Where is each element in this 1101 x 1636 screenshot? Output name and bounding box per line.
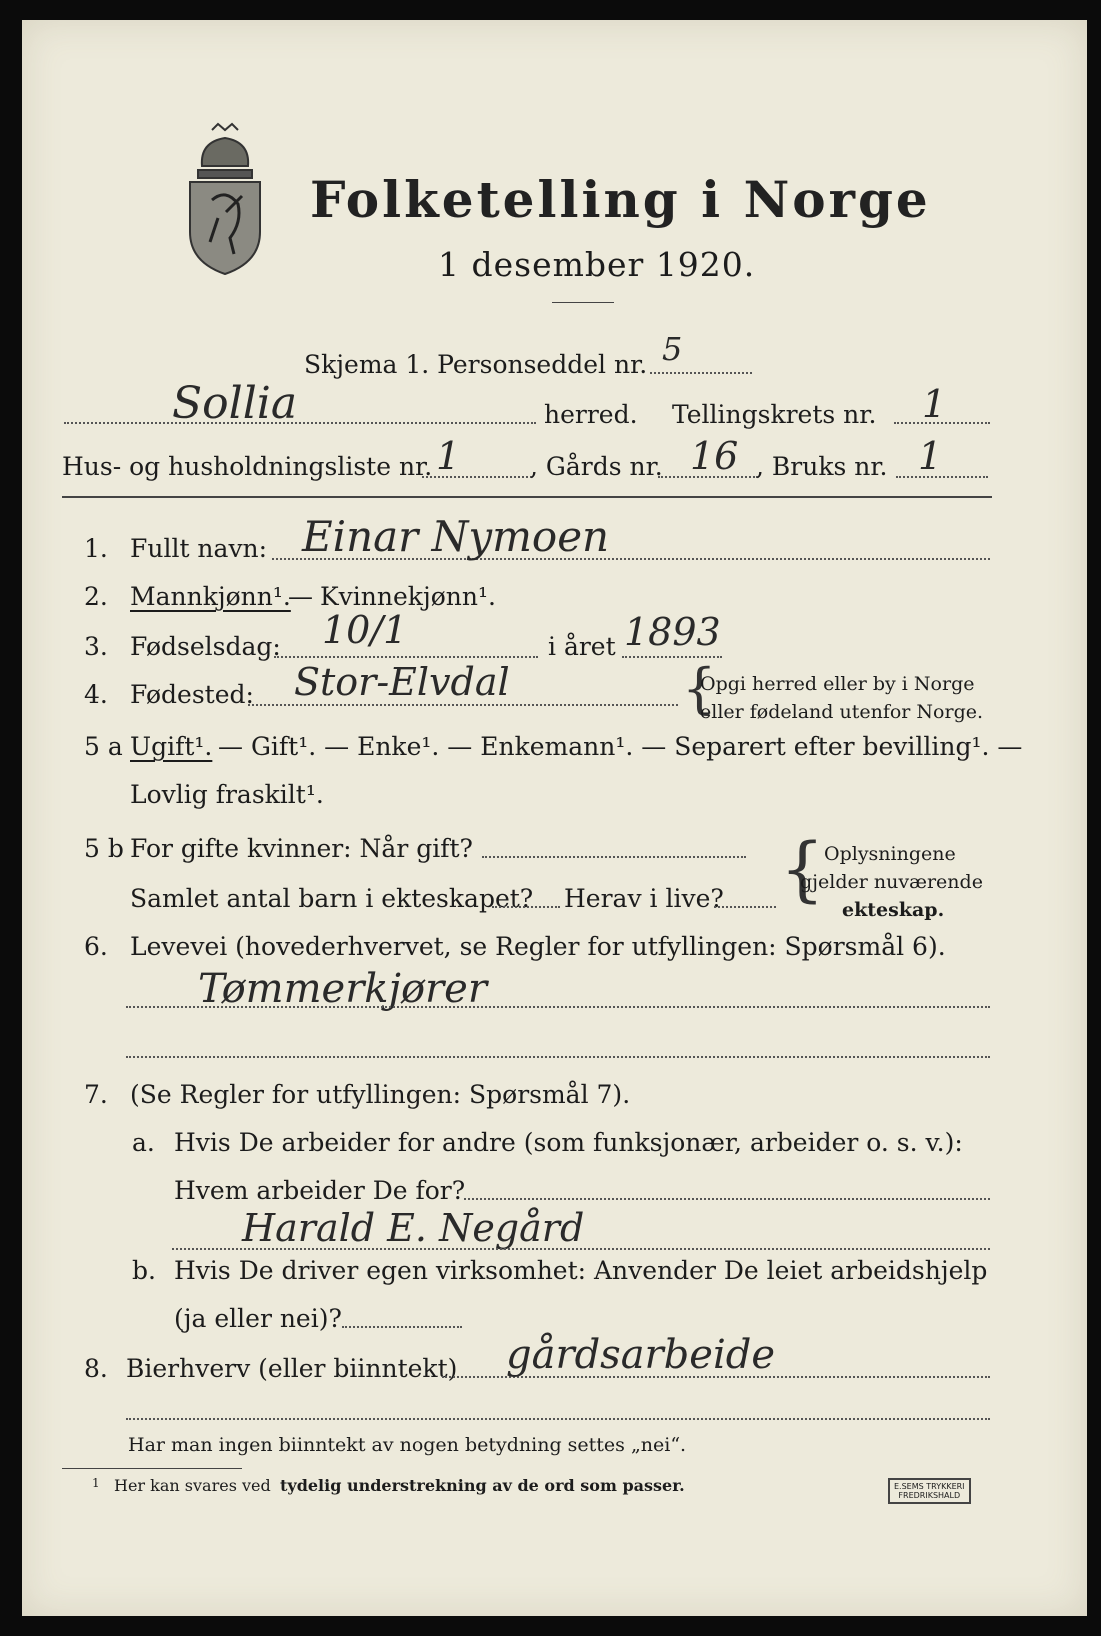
- tellingskrets-label: Tellingskrets nr.: [672, 400, 877, 429]
- q5b-number: 5 b: [84, 834, 124, 863]
- birthday-line: [274, 656, 538, 658]
- q5a-other-options[interactable]: — Gift¹. — Enke¹. — Enkemann¹. — Separert efter bevilling¹. —: [218, 732, 1023, 761]
- q7-label: (Se Regler for utfyllingen: Spørsmål 7).: [130, 1080, 631, 1109]
- q4-brace: {: [682, 657, 717, 720]
- printer-stamp-line1: E.SEMS TRYKKERI: [894, 1482, 965, 1491]
- bruks-label: , Bruks nr.: [756, 452, 888, 481]
- header-rule: [62, 496, 992, 498]
- q5b-alive-label: Herav i live?: [564, 884, 724, 913]
- option-mannkjonn[interactable]: Mannkjønn¹.: [130, 582, 291, 611]
- footnote-rule: [62, 1468, 242, 1469]
- q2-separator: —: [288, 582, 313, 611]
- q4-note-line2: eller fødeland utenfor Norge.: [700, 701, 984, 723]
- q4-label: Fødested:: [130, 680, 254, 709]
- norway-coat-of-arms-icon: [182, 122, 268, 276]
- q7a-text: Hvis De arbeider for andre (som funksjonær, arbeider o. s. v.):: [174, 1128, 963, 1157]
- occupation-line1: [126, 1006, 990, 1008]
- year-label: i året: [548, 632, 616, 661]
- q5b-note3: ekteskap.: [842, 899, 945, 921]
- q7b-question: (ja eller nei)?: [174, 1304, 342, 1333]
- option-lovlig-fraskilt[interactable]: Lovlig fraskilt¹.: [130, 780, 324, 809]
- full-name-value[interactable]: Einar Nymoen: [302, 512, 610, 561]
- printer-stamp-line2: FREDRIKSHALD: [898, 1491, 961, 1500]
- q5b-children-label: Samlet antal barn i ekteskapet?: [130, 884, 534, 913]
- herred-line: [64, 422, 536, 424]
- q7a-letter: a.: [132, 1128, 155, 1157]
- footnote-bold: tydelig understrekning av de ord som passer.: [280, 1476, 685, 1495]
- children-line: [492, 906, 560, 908]
- q5b-note2: gjelder nuværende: [800, 871, 983, 893]
- footnote-text: Her kan svares ved: [114, 1476, 271, 1495]
- husliste-nr[interactable]: 1: [436, 434, 461, 478]
- occupation-value[interactable]: Tømmerkjører: [198, 966, 487, 1012]
- birthplace-value[interactable]: Stor-Elvdal: [294, 660, 510, 704]
- tellingskrets-nr[interactable]: 1: [922, 382, 947, 426]
- q8-number: 8.: [84, 1354, 108, 1383]
- q5a-number: 5 a: [84, 732, 123, 761]
- option-kvinnekjonn[interactable]: Kvinnekjønn¹.: [320, 582, 496, 611]
- hired-help-line: [342, 1326, 462, 1328]
- married-when-line: [482, 856, 746, 858]
- q7b-letter: b.: [132, 1256, 156, 1285]
- q4-number: 4.: [84, 680, 108, 709]
- title-divider: [552, 302, 614, 303]
- q1-number: 1.: [84, 534, 108, 563]
- q1-label: Fullt navn:: [130, 534, 268, 563]
- q7-number: 7.: [84, 1080, 108, 1109]
- q4-note-line1: Opgi herred eller by i Norge: [700, 673, 975, 695]
- census-date: 1 desember 1920.: [438, 245, 756, 284]
- q6-number: 6.: [84, 932, 108, 961]
- skjema-label: Skjema 1. Personseddel nr.: [304, 350, 648, 379]
- occupation-line2: [126, 1056, 990, 1058]
- gards-label: , Gårds nr.: [530, 452, 663, 481]
- printer-stamp: [888, 1478, 971, 1504]
- q5b-line1: For gifte kvinner: Når gift?: [130, 834, 473, 863]
- birth-year-value[interactable]: 1893: [624, 610, 721, 654]
- personseddel-line: [650, 372, 752, 374]
- alive-line: [714, 906, 776, 908]
- employer-value[interactable]: Harald E. Negård: [242, 1206, 585, 1250]
- birthday-value[interactable]: 10/1: [322, 608, 408, 652]
- option-ugift[interactable]: Ugift¹.: [130, 732, 213, 761]
- side-income-value[interactable]: gårdsarbeide: [506, 1332, 776, 1378]
- gards-nr[interactable]: 16: [690, 434, 739, 478]
- q5b-brace: {: [780, 828, 825, 910]
- employer-line1: [464, 1198, 990, 1200]
- nei-instruction: Har man ingen biinntekt av nogen betydning settes „nei“.: [128, 1434, 687, 1456]
- q7a-question: Hvem arbeider De for?: [174, 1176, 466, 1205]
- herred-label: herred.: [544, 400, 638, 429]
- q3-number: 3.: [84, 632, 108, 661]
- q2-number: 2.: [84, 582, 108, 611]
- footnote-mark: 1: [92, 1476, 100, 1490]
- q5b-note1: Oplysningene: [824, 843, 956, 865]
- personseddel-nr[interactable]: 5: [662, 330, 683, 368]
- q3-label: Fødselsdag:: [130, 632, 281, 661]
- q8-label: Bierhverv (eller biinntekt): [126, 1354, 458, 1383]
- q6-label: Levevei (hovederhvervet, se Regler for utfyllingen: Spørsmål 6).: [130, 932, 946, 961]
- husliste-label: Hus- og husholdningsliste nr.: [62, 452, 433, 481]
- bruks-nr[interactable]: 1: [918, 434, 943, 478]
- form-title: Folketelling i Norge: [310, 170, 931, 229]
- side-income-line2: [126, 1418, 990, 1420]
- herred-value[interactable]: Sollia: [172, 378, 298, 429]
- census-form-page: [22, 20, 1087, 1616]
- q7b-text: Hvis De driver egen virksomhet: Anvender De leiet arbeidshjelp: [174, 1256, 988, 1285]
- employer-line2: [172, 1248, 990, 1250]
- birthplace-line: [248, 704, 678, 706]
